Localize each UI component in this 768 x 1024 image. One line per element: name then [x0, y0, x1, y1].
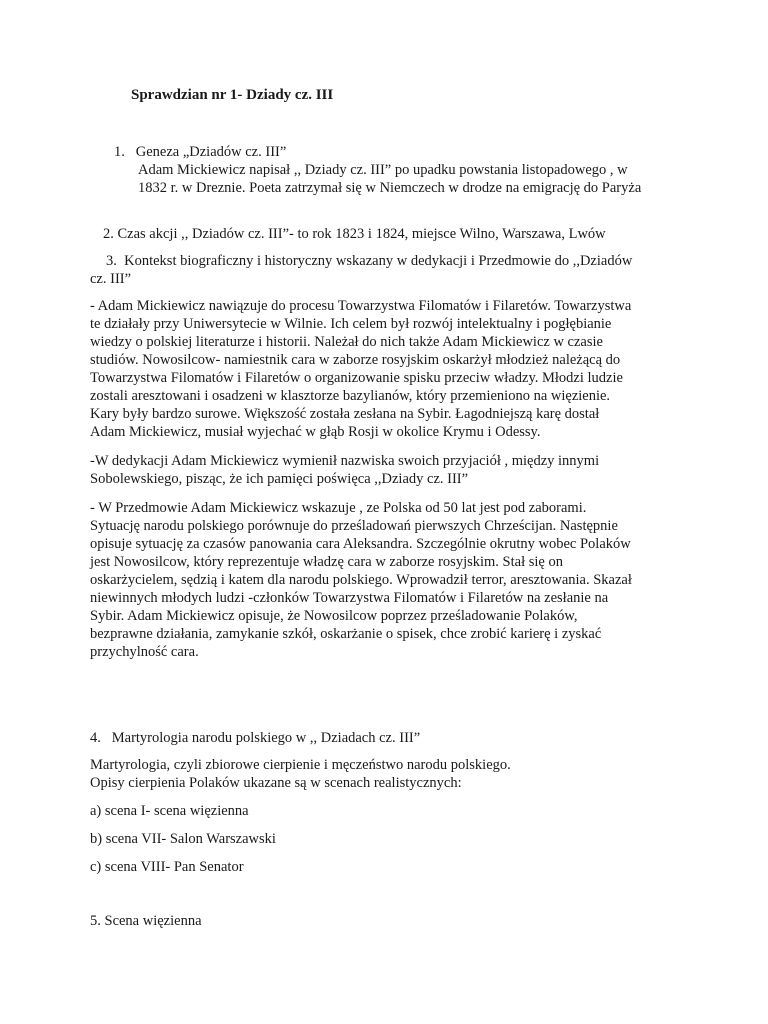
section-1-line-2: 1832 r. w Dreznie. Poeta zatrzymał się w Niemczech w drodze na emigrację do Paryża — [138, 180, 642, 196]
section-3-paragraph-3 — [90, 499, 690, 661]
paragraph-line: jest Nowosilcow, który reprezentuje władzę cara w zaborze rosyjskim. Stał się on — [90, 554, 563, 570]
section-3-heading-line-2: cz. III” — [90, 271, 132, 287]
section-4-line-1: Martyrologia, czyli zbiorowe cierpienie i męczeństwo narodu polskiego. — [90, 757, 511, 773]
paragraph-line: studiów. Nowosilcow- namiestnik cara w zaborze rosyjskim oskarżył młodzież należącą do — [90, 352, 621, 368]
paragraph-line: niewinnych młodych ludzi -członków Towarzystwa Filomatów i Filaretów na zesłanie na — [90, 590, 609, 606]
section-5-heading: 5. Scena więzienna — [90, 913, 202, 929]
paragraph-line: oskarżycielem, sędzią i katem dla narodu polskiego. Wprowadził terror, aresztowania. Skazał — [90, 572, 632, 588]
paragraph-line: -W dedykacji Adam Mickiewicz wymienił nazwiska swoich przyjaciół , między innymi — [90, 453, 600, 469]
section-3-heading-line-1: 3. Kontekst biograficzny i historyczny wskazany w dedykacji i Przedmowie do ,,Dziadów — [106, 253, 633, 269]
paragraph-line: Sobolewskiego, pisząc, że ich pamięci poświęca ,,Dziady cz. III” — [90, 471, 469, 487]
paragraph-line: opisuje sytuację za czasów panowania cara Aleksandra. Szczególnie okrutny wobec Polaków — [90, 536, 631, 552]
paragraph-line: przychylność cara. — [90, 644, 199, 660]
section-4-heading: 4. Martyrologia narodu polskiego w ,, Dziadach cz. III” — [90, 730, 421, 746]
paragraph-line: te działały przy Uniwersytecie w Wilnie. Ich celem był rozwój intelektualny i pogłębianie — [90, 316, 612, 332]
section-3-paragraph-1 — [90, 297, 690, 441]
section-4-line-2: Opisy cierpienia Polaków ukazane są w scenach realistycznych: — [90, 775, 462, 791]
paragraph-line: bezprawne działania, zamykanie szkół, oskarżanie o spisek, chce zrobić karierę i zyskać — [90, 626, 602, 642]
document-title: Sprawdzian nr 1- Dziady cz. III — [131, 87, 334, 103]
paragraph-line: Kary były bardzo surowe. Większość została zesłana na Sybir. Łagodniejszą karę dostał — [90, 406, 600, 422]
section-4-item-b: b) scena VII- Salon Warszawski — [90, 831, 276, 847]
paragraph-line: Sybir. Adam Mickiewicz opisuje, że Nowosilcow poprzez prześladowanie Polaków, — [90, 608, 578, 624]
paragraph-line: wiedzy o polskiej literaturze i historii. Należał do nich także Adam Mickiewicz w czasie — [90, 334, 603, 350]
paragraph-line: Sytuację narodu polskiego porównuje do prześladowań pierwszych Chrześcijan. Następnie — [90, 518, 618, 534]
paragraph-line: Towarzystwa Filomatów i Filaretów o organizowanie spisku przeciw władzy. Młodzi ludzie — [90, 370, 623, 386]
section-1-line-1: Adam Mickiewicz napisał ,, Dziady cz. III” po upadku powstania listopadowego , w — [138, 162, 628, 178]
section-3-paragraph-2 — [90, 452, 690, 488]
paragraph-line: - Adam Mickiewicz nawiązuje do procesu Towarzystwa Filomatów i Filaretów. Towarzystwa — [90, 298, 632, 314]
section-1-heading: 1. Geneza „Dziadów cz. III” — [114, 144, 287, 160]
section-4-item-a: a) scena I- scena więzienna — [90, 803, 249, 819]
section-2-text: 2. Czas akcji ,, Dziadów cz. III”- to rok 1823 i 1824, miejsce Wilno, Warszawa, Lwów — [103, 226, 606, 242]
paragraph-line: - W Przedmowie Adam Mickiewicz wskazuje , ze Polska od 50 lat jest pod zaborami. — [90, 500, 587, 516]
paragraph-line: Adam Mickiewicz, musiał wyjechać w głąb Rosji w okolice Krymu i Odessy. — [90, 424, 541, 440]
section-4-item-c: c) scena VIII- Pan Senator — [90, 859, 244, 875]
paragraph-line: zostali aresztowani i osadzeni w klasztorze bazylianów, który przemieniono na więzienie. — [90, 388, 611, 404]
